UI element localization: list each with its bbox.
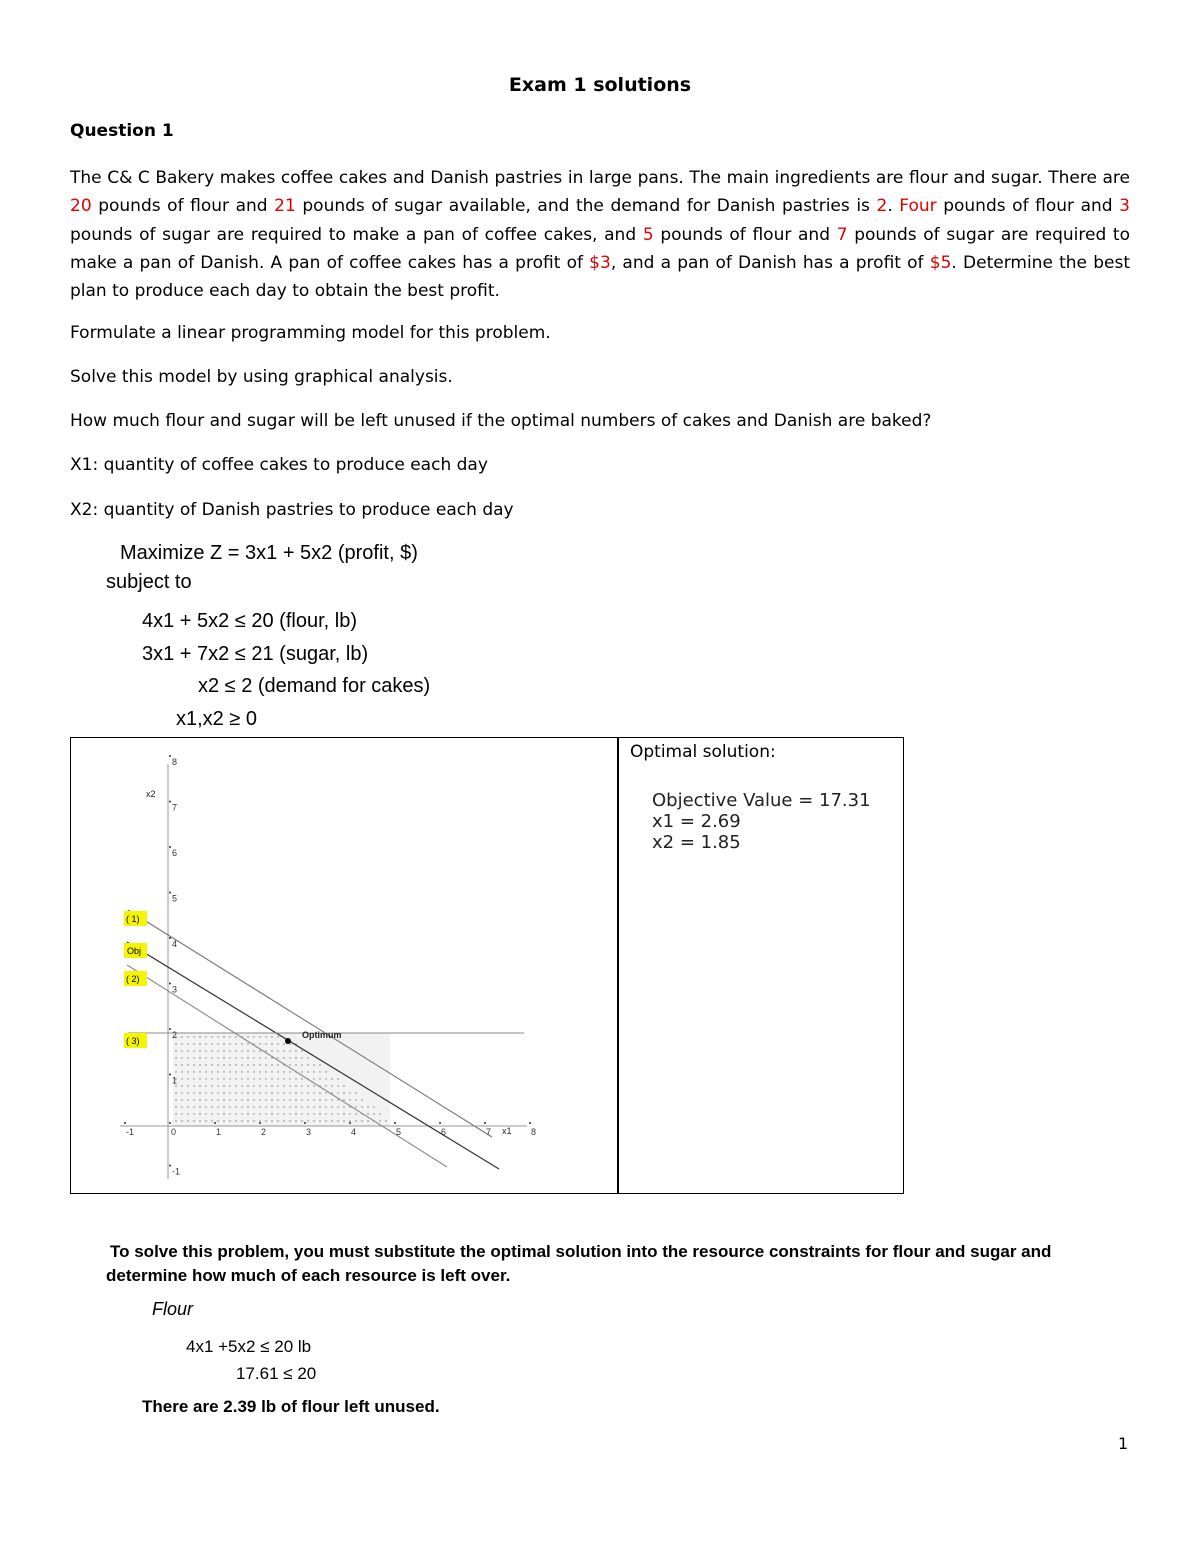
constraint-sugar: 3x1 + 7x2 ≤ 21 (sugar, lb): [142, 643, 369, 665]
y-tick-5: [169, 892, 177, 904]
task-graphical: Solve this model by using graphical analysis.: [70, 367, 453, 387]
page-number: 1: [1118, 1434, 1129, 1453]
y-tick-4: [169, 937, 177, 949]
y-tick-label: 5: [172, 893, 178, 904]
flour-value: 17.61 ≤ 20: [236, 1364, 317, 1383]
x-tick-7: [484, 1122, 491, 1137]
x-tick-label: 8: [531, 1127, 537, 1137]
problem-text: , and a pan of Danish has a profit of: [610, 252, 930, 273]
y-tick-2: [169, 1028, 177, 1040]
x2-value: x2 = 1.85: [652, 832, 741, 853]
solution-intro-text: To solve this problem, you must substitute the optimal solution into the resource constraints for flour and sugar and determine how much of each resource is left over.: [106, 1242, 1052, 1285]
problem-text: . Determine the best plan to produce each day to obtain the best profit.: [70, 252, 1130, 302]
line-label-obj: [124, 943, 147, 958]
line-label-2-text: ( 2): [126, 974, 140, 984]
y-tick-6: [169, 846, 177, 858]
problem-text: pounds of flour and: [653, 224, 837, 245]
task-formulate: Formulate a linear programming model for this problem.: [70, 323, 551, 343]
value-sugar: 21: [274, 196, 296, 217]
optimum-point: [285, 1038, 291, 1044]
flour-equation: 4x1 +5x2 ≤ 20 lb: [186, 1337, 312, 1356]
y-tick-8: [169, 755, 177, 767]
value-three: 3: [1119, 196, 1130, 217]
y-tick-label: 1: [172, 1075, 178, 1086]
x-tick-label: 0: [171, 1127, 177, 1137]
x-tick-label: 7: [486, 1127, 492, 1137]
x-tick-label: 2: [261, 1127, 267, 1137]
problem-text: pounds of flour and: [91, 196, 275, 217]
problem-text: pounds of flour and: [936, 196, 1120, 217]
problem-text: .: [887, 196, 900, 217]
value-profit-danish: $5: [929, 252, 952, 273]
problem-text: pounds of sugar are required to make a pan of coffee cakes, and: [70, 224, 643, 245]
value-four: Four: [899, 196, 937, 217]
objective-value: Objective Value = 17.31: [652, 790, 871, 811]
y-tick-1: [169, 1074, 177, 1086]
optimal-values: [652, 790, 871, 853]
value-seven: 7: [836, 224, 848, 245]
optimum-label: Optimum: [302, 1030, 342, 1040]
x-tick-6: [439, 1122, 446, 1137]
x-tick-8: [529, 1122, 536, 1137]
optimal-heading: Optimal solution:: [630, 742, 776, 762]
x-tick-label: 1: [216, 1127, 222, 1137]
figure-divider: [617, 737, 619, 1194]
line-label-1: [124, 911, 147, 926]
value-five: 5: [642, 224, 654, 245]
problem-text: pounds of sugar are required to make a pan of Danish. A pan of coffee cakes has a profit of: [70, 224, 1130, 273]
graph-svg: [72, 739, 616, 1192]
solution-intro: [106, 1240, 1131, 1288]
feasible-region: [173, 1033, 390, 1126]
value-flour: 20: [70, 196, 92, 217]
y-tick--1: [169, 1165, 180, 1177]
y-tick-label: 2: [172, 1030, 178, 1040]
constraint-flour: 4x1 + 5x2 ≤ 20 (flour, lb): [142, 610, 357, 632]
y-tick-label: 4: [172, 939, 178, 949]
subject-to: subject to: [106, 571, 192, 593]
line-label-obj-text: Obj: [127, 946, 142, 956]
y-tick-label: 3: [172, 984, 178, 995]
y-tick-7: [169, 801, 177, 813]
task-unused: How much flour and sugar will be left unused if the optimal numbers of cakes and Danish are baked?: [70, 411, 932, 431]
x1-value: x1 = 2.69: [652, 811, 741, 832]
line-label-1-text: ( 1): [126, 914, 140, 924]
value-profit-cakes: $3: [589, 252, 611, 273]
x-tick-label: -1: [126, 1127, 135, 1137]
line-label-3-text: ( 3): [126, 1036, 140, 1046]
y-tick-label: 6: [172, 848, 178, 858]
problem-text: pounds of sugar available, and the demand for Danish pastries is: [295, 196, 877, 217]
x-tick-label: 4: [351, 1127, 357, 1137]
line-label-2: [124, 971, 147, 986]
flour-heading: Flour: [152, 1299, 194, 1319]
variable-x1: X1: quantity of coffee cakes to produce each day: [70, 455, 488, 475]
problem-text: The C& C Bakery makes coffee cakes and Danish pastries in large pans. The main ingredients are flour and sugar. There are: [70, 168, 1130, 188]
x-tick-label: 5: [396, 1127, 402, 1137]
x-tick-label: 6: [441, 1127, 447, 1137]
objective-function: Maximize Z = 3x1 + 5x2 (profit, $): [120, 542, 418, 564]
y-tick-label: 7: [172, 802, 178, 813]
problem-statement: [70, 164, 1130, 305]
variable-x2: X2: quantity of Danish pastries to produce each day: [70, 500, 514, 520]
constraint-demand: x2 ≤ 2 (demand for cakes): [198, 675, 431, 697]
line-label-3: [124, 1033, 147, 1048]
x-tick-label: 3: [306, 1127, 312, 1137]
x-tick-5: [394, 1122, 401, 1137]
x-axis-label: x1: [502, 1126, 512, 1136]
flour-conclusion: There are 2.39 lb of flour left unused.: [142, 1397, 440, 1416]
question-heading: Question 1: [70, 121, 174, 141]
page-title: Exam 1 solutions: [508, 74, 692, 96]
y-tick-label: 8: [172, 757, 178, 767]
value-demand: 2: [876, 196, 888, 217]
y-tick-label: -1: [172, 1166, 181, 1177]
x-tick--1: [124, 1122, 134, 1137]
y-axis-label: x2: [146, 789, 156, 799]
constraint-nonneg: x1,x2 ≥ 0: [176, 708, 258, 730]
